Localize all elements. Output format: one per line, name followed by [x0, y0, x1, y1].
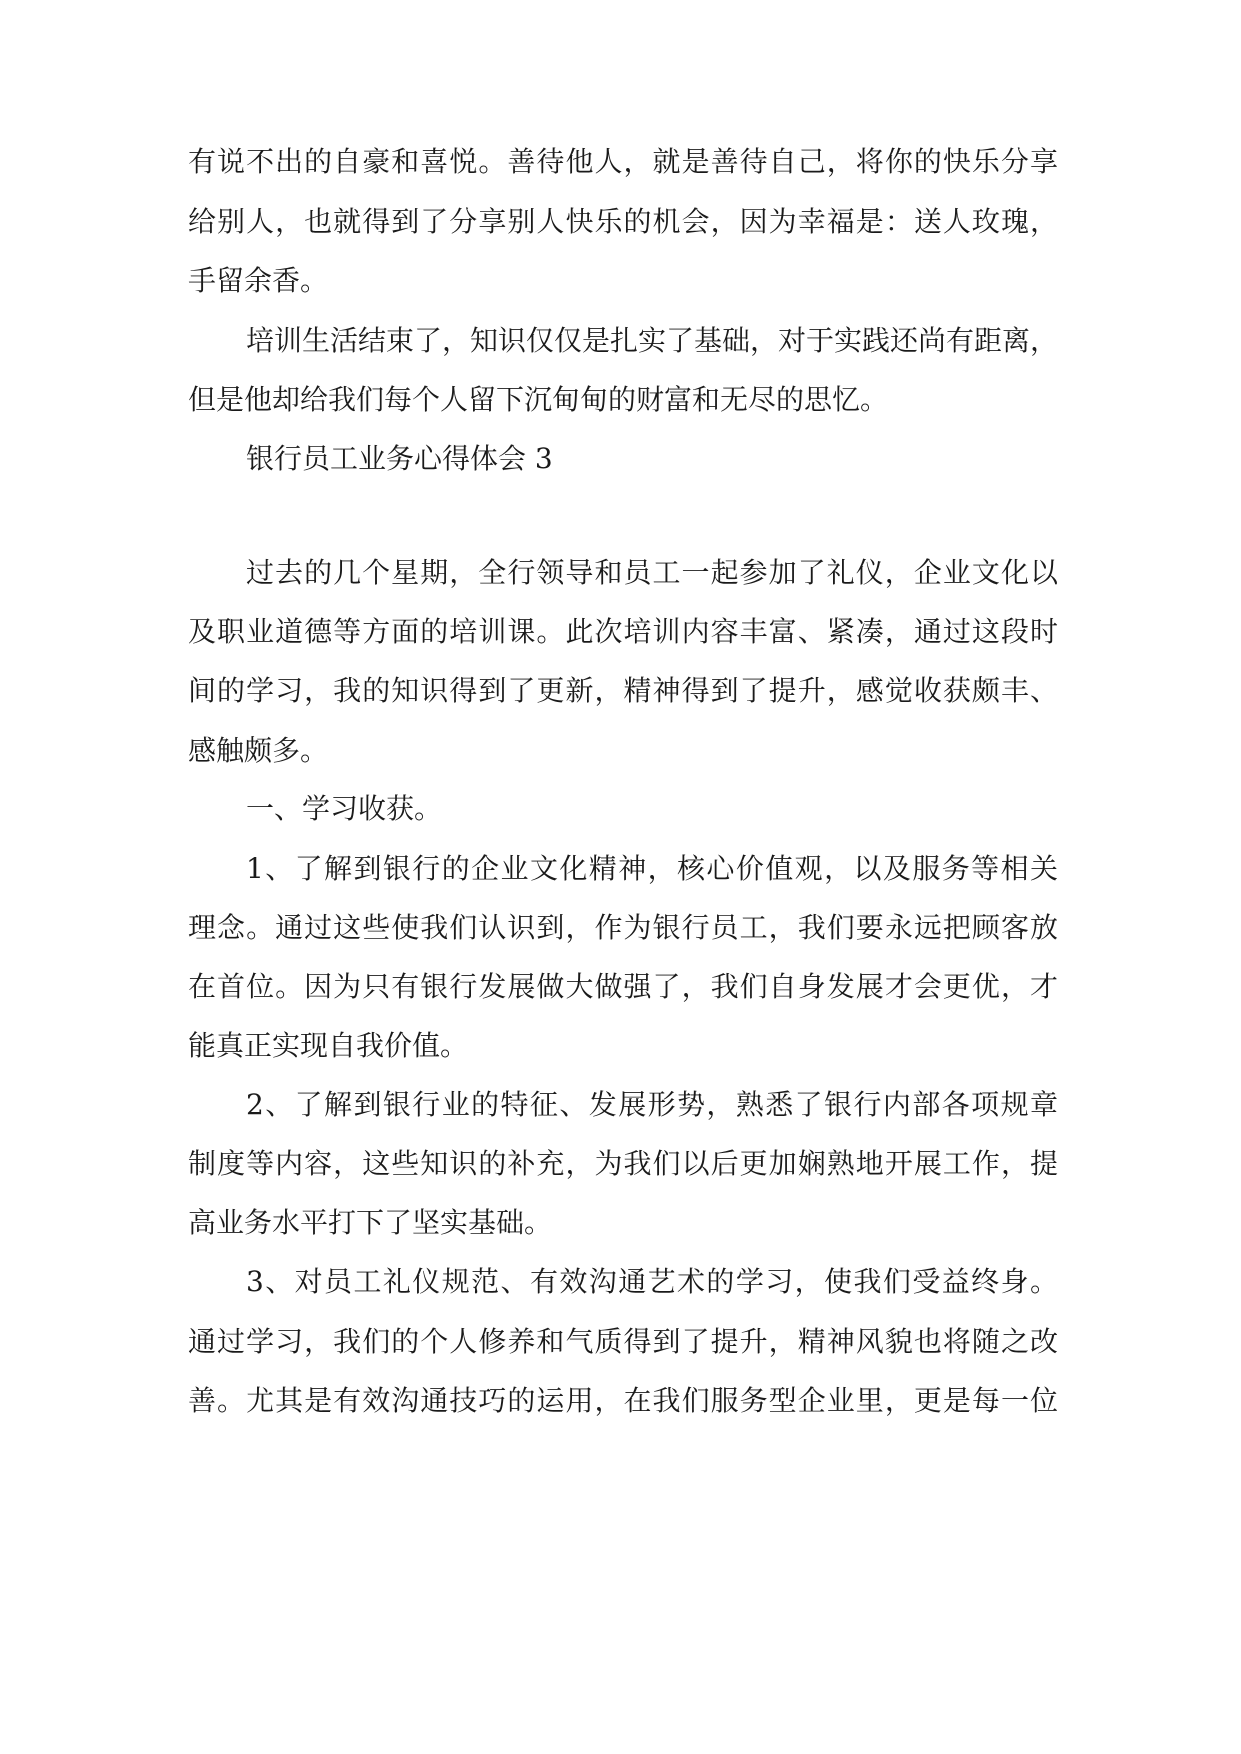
paragraph-start-line: 1、了解到银行的企业文化精神，核心价值观，以及服务等相关 [246, 852, 1058, 885]
body-text-line: 及职业道德等方面的培训课。此次培训内容丰富、紧凑，通过这段时 [188, 615, 1058, 648]
body-text-line: 理念。通过这些使我们认识到，作为银行员工，我们要永远把顾客放 [188, 911, 1058, 944]
paragraph-start-line: 培训生活结束了，知识仅仅是扎实了基础，对于实践还尚有距离， [246, 324, 1059, 357]
body-text-line: 间的学习，我的知识得到了更新，精神得到了提升，感觉收获颇丰、 [188, 674, 1058, 707]
body-text-line: 高业务水平打下了坚实基础。 [188, 1206, 553, 1239]
body-text-line: 有说不出的自豪和喜悦。善待他人，就是善待自己，将你的快乐分享 [188, 145, 1058, 178]
body-text-line: 在首位。因为只有银行发展做大做强了，我们自身发展才会更优，才 [188, 970, 1058, 1003]
section-heading: 银行员工业务心得体会 3 [246, 442, 553, 475]
paragraph-start-line: 过去的几个星期，全行领导和员工一起参加了礼仪，企业文化以 [246, 556, 1058, 589]
body-text-line: 能真正实现自我价值。 [188, 1029, 469, 1062]
body-text-line: 手留余香。 [188, 264, 329, 297]
body-text-line: 给别人，也就得到了分享别人快乐的机会，因为幸福是：送人玫瑰， [188, 205, 1058, 238]
body-text-line: 制度等内容，这些知识的补充，为我们以后更加娴熟地开展工作，提 [188, 1147, 1058, 1180]
body-text-line: 通过学习，我们的个人修养和气质得到了提升，精神风貌也将随之改 [188, 1325, 1058, 1358]
paragraph-start-line: 3、对员工礼仪规范、有效沟通艺术的学习，使我们受益终身。 [246, 1265, 1058, 1298]
subheading: 一、学习收获。 [246, 792, 443, 825]
paragraph-start-line: 2、了解到银行业的特征、发展形势，熟悉了银行内部各项规章 [246, 1088, 1058, 1121]
body-text-line: 但是他却给我们每个人留下沉甸甸的财富和无尽的思忆。 [188, 383, 889, 416]
body-text-line: 善。尤其是有效沟通技巧的运用，在我们服务型企业里，更是每一位 [188, 1384, 1058, 1417]
body-text-line: 感触颇多。 [188, 734, 329, 767]
